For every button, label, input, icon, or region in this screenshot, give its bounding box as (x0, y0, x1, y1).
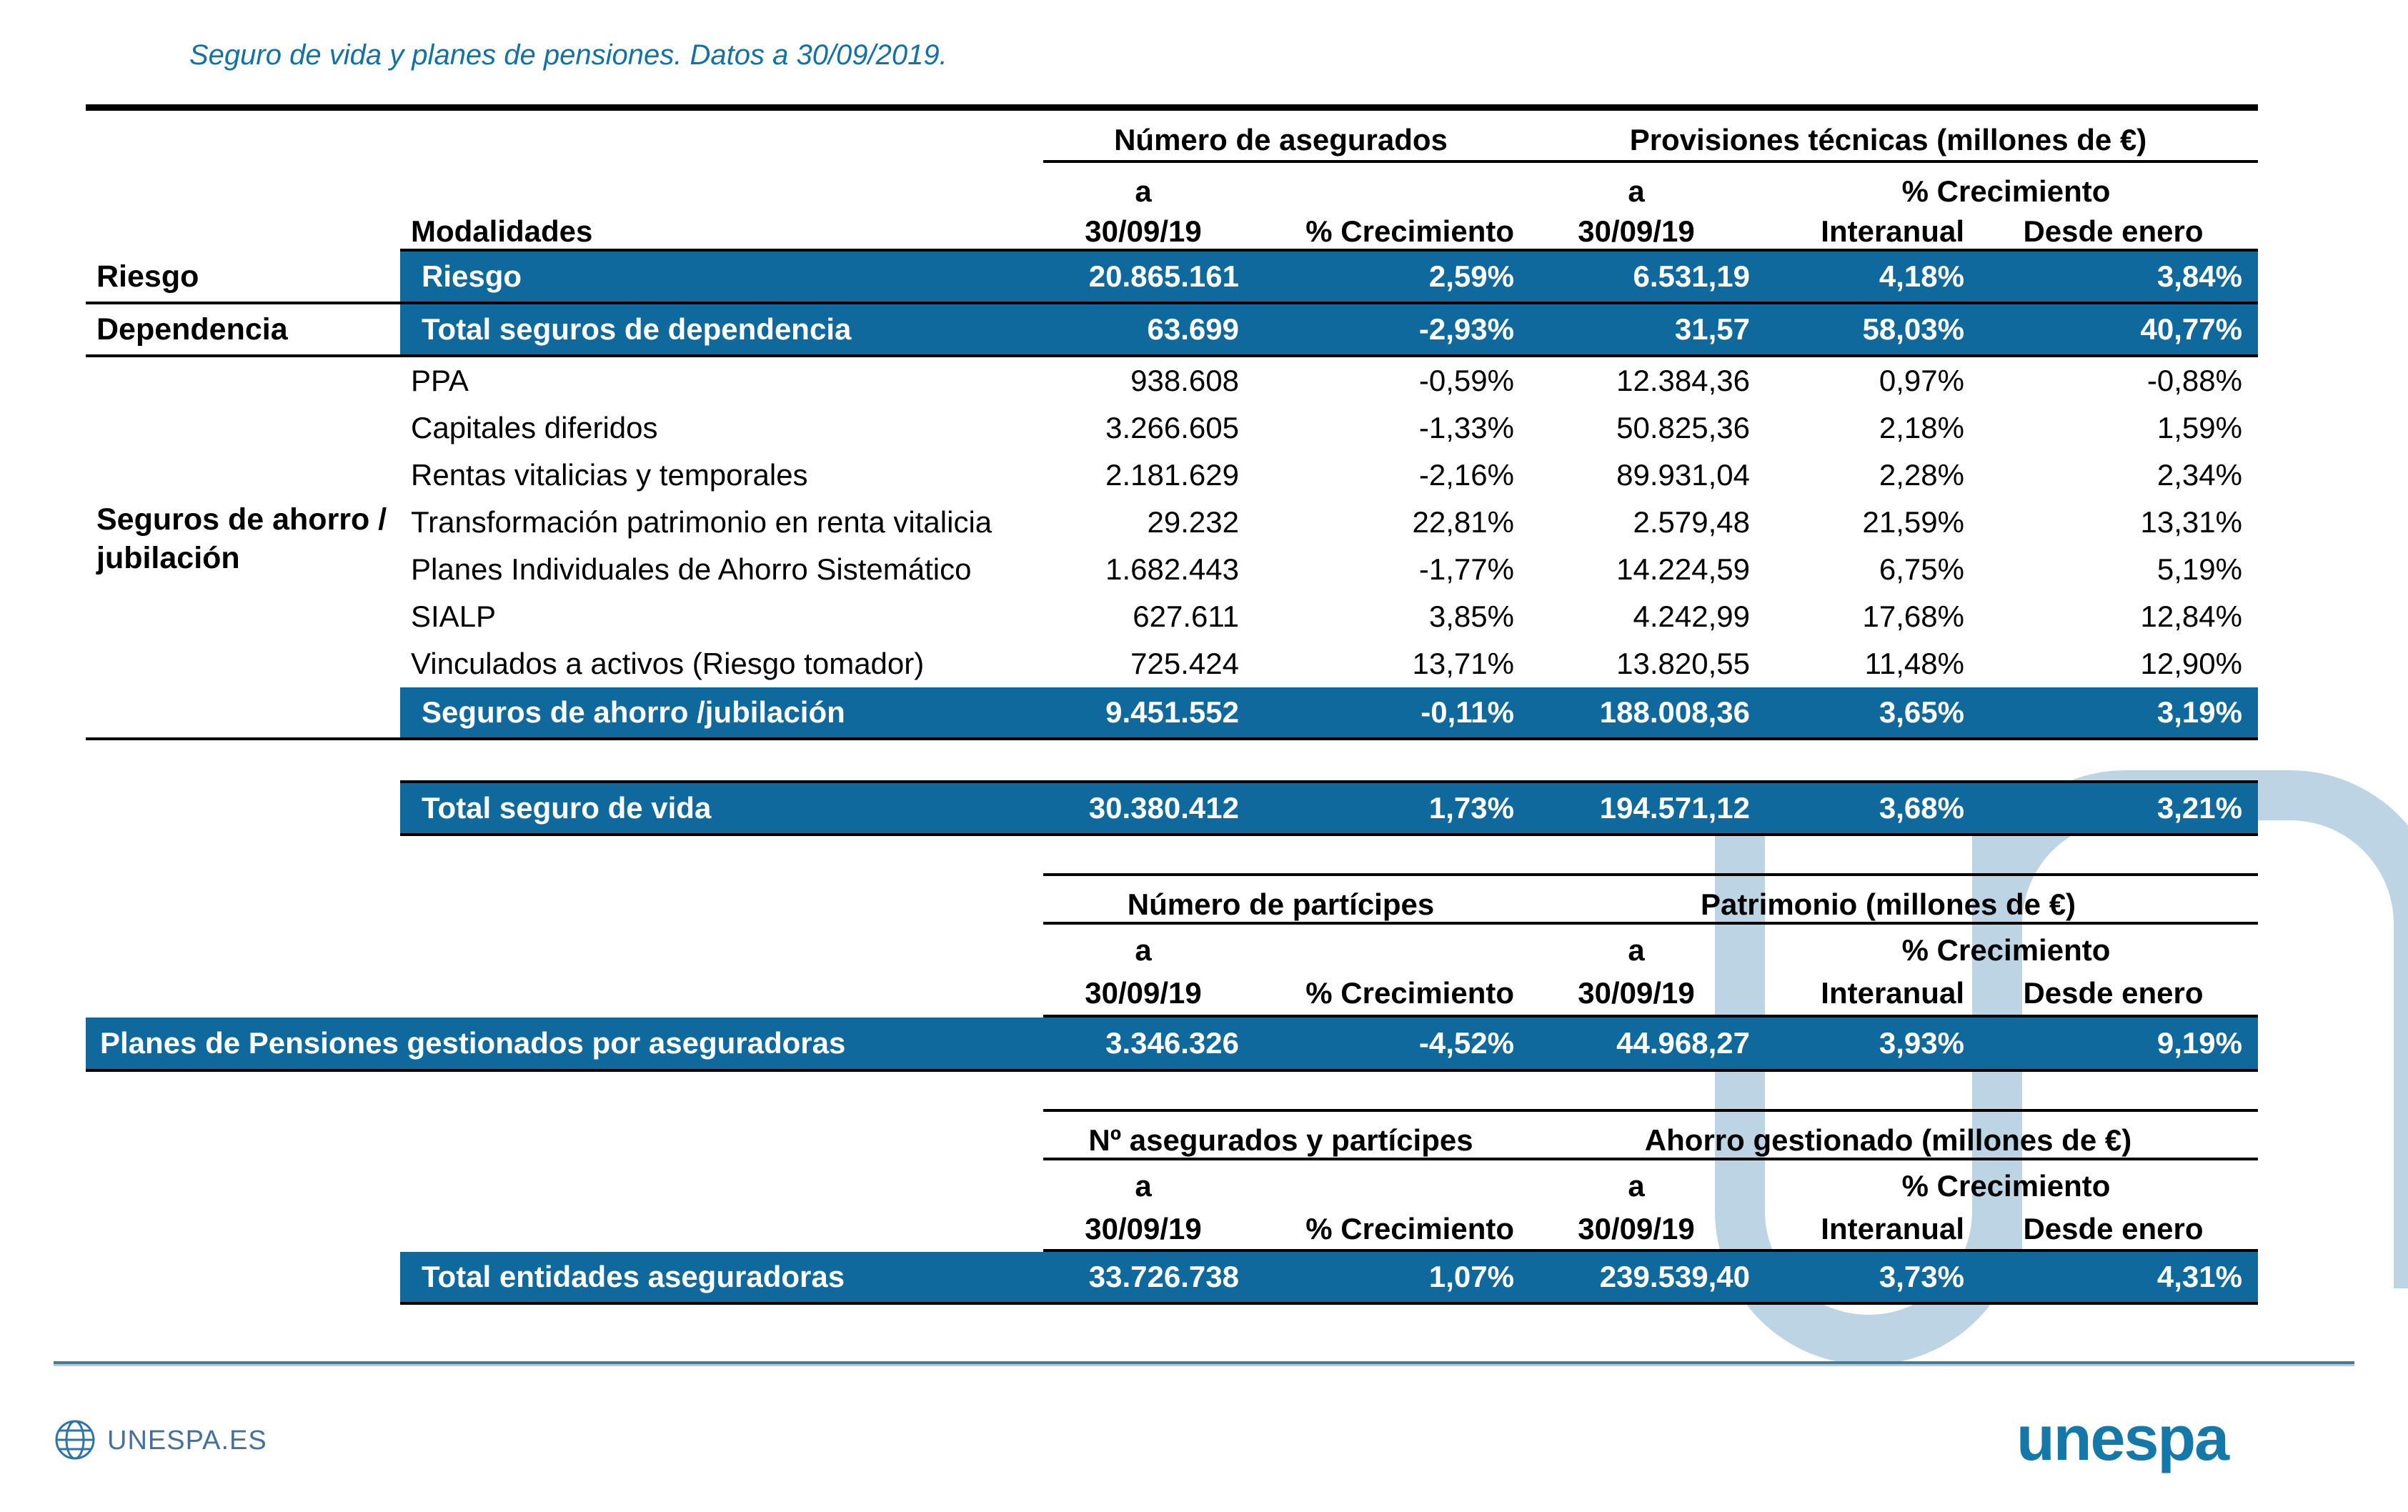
divider-line (86, 302, 2258, 304)
row-label: Riesgo (422, 259, 522, 293)
divider-line (1043, 922, 2258, 925)
row-label: SIALP (411, 600, 497, 633)
cell: 3.346.326 (1105, 1026, 1239, 1060)
cell: 725.424 (1130, 647, 1239, 680)
divider-line (86, 1069, 2258, 1072)
cell: 3,84% (2156, 259, 2242, 293)
column-header: 30/09/19 (1578, 214, 1695, 248)
cell: 3.266.605 (1105, 411, 1239, 444)
cell: 3,21% (2156, 791, 2242, 825)
as-of-prefix: a (1135, 174, 1152, 208)
divider-line (1043, 1158, 2258, 1160)
cell: -2,93% (1418, 312, 1514, 346)
divider-line (400, 833, 2258, 836)
group-header-provisiones: Provisiones técnicas (millones de €) (1629, 123, 2147, 156)
cell: 1.682.443 (1105, 552, 1239, 586)
group-header-ahorro-gestionado: Ahorro gestionado (millones de €) (1644, 1123, 2132, 1157)
column-header: Desde enero (2023, 976, 2204, 1010)
cell: 21,59% (1862, 505, 1964, 539)
cell: 3,73% (1879, 1260, 1964, 1293)
table-row (400, 687, 2258, 737)
cell: 30.380.412 (1088, 791, 1239, 825)
table-row (400, 546, 2258, 593)
cell: -0,59% (1418, 364, 1514, 397)
row-label: Seguros de ahorro /jubilación (422, 695, 845, 729)
cell: 1,73% (1428, 791, 1514, 825)
cell: 14.224,59 (1616, 552, 1750, 586)
cell: 3,19% (2156, 695, 2242, 729)
column-header: Desde enero (2023, 214, 2204, 248)
cell: 13,31% (2140, 505, 2242, 539)
cell: 3,65% (1879, 695, 1964, 729)
row-label: Total entidades aseguradoras (422, 1260, 845, 1293)
divider-line (1043, 1015, 2258, 1018)
column-header-modalidades: Modalidades (411, 214, 593, 248)
column-header: 30/09/19 (1085, 1212, 1202, 1245)
cell: 44.968,27 (1616, 1026, 1750, 1060)
cell: 33.726.738 (1088, 1260, 1239, 1293)
column-header: 30/09/19 (1085, 214, 1202, 248)
column-header: 30/09/19 (1578, 976, 1695, 1010)
cell: 2,28% (1879, 458, 1964, 492)
cell: 3,85% (1428, 600, 1514, 633)
column-header: Interanual (1821, 214, 1964, 248)
group-header-patrimonio: Patrimonio (millones de €) (1700, 887, 2076, 921)
cell: 5,19% (2156, 552, 2242, 586)
table-row (400, 357, 2258, 404)
cell: 58,03% (1862, 312, 1964, 346)
unespa-website-link[interactable]: UNESPA.ES (107, 1426, 267, 1456)
table-row (400, 252, 2258, 302)
table-row (400, 404, 2258, 452)
group-header-asegurados: Número de asegurados (1114, 123, 1448, 156)
cell: 6.531,19 (1633, 259, 1750, 293)
category-riesgo: Riesgo (96, 259, 199, 294)
cell: 2.181.629 (1105, 458, 1239, 492)
cell: 89.931,04 (1616, 458, 1750, 492)
divider-line (1043, 1109, 2258, 1112)
divider-line (86, 104, 2258, 111)
divider-line (86, 354, 2258, 357)
cell: 22,81% (1412, 505, 1514, 539)
column-header: Interanual (1821, 976, 1964, 1010)
column-header: % Crecimiento (1305, 1212, 1514, 1245)
cell: 2.579,48 (1633, 505, 1750, 539)
table-row (400, 640, 2258, 687)
as-of-prefix: a (1628, 1169, 1645, 1203)
cell: -0,11% (1421, 695, 1514, 729)
cell: -4,52% (1418, 1026, 1514, 1060)
cell: 239.539,40 (1599, 1260, 1750, 1293)
cell: 3,68% (1879, 791, 1964, 825)
cell: 0,97% (1879, 364, 1964, 397)
cell: -1,33% (1418, 411, 1514, 444)
cell: 12,84% (2140, 600, 2242, 633)
divider-line (400, 780, 2258, 783)
cell: 12.384,36 (1616, 364, 1750, 397)
row-label: Rentas vitalicias y temporales (411, 458, 808, 492)
row-label: Planes de Pensiones gestionados por aseguradoras (100, 1026, 846, 1060)
as-of-prefix: a (1628, 174, 1645, 208)
cell: 194.571,12 (1599, 791, 1750, 825)
column-header: 30/09/19 (1085, 976, 1202, 1010)
cell: -2,16% (1418, 458, 1514, 492)
category-dependencia: Dependencia (96, 312, 288, 347)
cell: 63.699 (1147, 312, 1239, 346)
cell: -1,77% (1418, 552, 1514, 586)
column-header: 30/09/19 (1578, 1212, 1695, 1245)
cell: 13.820,55 (1616, 647, 1750, 680)
divider-line (1043, 1249, 2258, 1252)
group-header-participes: Número de partícipes (1127, 887, 1435, 921)
cell: 31,57 (1674, 312, 1750, 346)
cell: 9,19% (2156, 1026, 2242, 1060)
cell: 4.242,99 (1633, 600, 1750, 633)
cell: 1,07% (1428, 1260, 1514, 1293)
cell: 1,59% (2156, 411, 2242, 444)
group-header-asegurados-participes: Nº asegurados y partícipes (1088, 1123, 1473, 1157)
unespa-logo: unespa (2016, 1403, 2229, 1473)
cell: 4,31% (2156, 1260, 2242, 1293)
growth-header: % Crecimiento (1901, 933, 2111, 967)
cell: 9.451.552 (1105, 695, 1239, 729)
globe-icon (54, 1419, 96, 1464)
page-title: Seguro de vida y planes de pensiones. Datos a 30/09/2019. (189, 39, 947, 71)
column-header: % Crecimiento (1305, 214, 1514, 248)
cell: 2,18% (1879, 411, 1964, 444)
divider-line (86, 737, 2258, 740)
table-row (400, 499, 2258, 546)
footer-divider-highlight (54, 1364, 2354, 1366)
cell: 2,59% (1428, 259, 1514, 293)
divider-line (1043, 873, 2258, 876)
growth-header: % Crecimiento (1901, 1169, 2111, 1203)
as-of-prefix: a (1135, 1169, 1152, 1203)
table-row (400, 452, 2258, 499)
total-vida-row (400, 783, 2258, 833)
cell: 17,68% (1862, 600, 1964, 633)
column-header: Desde enero (2023, 1212, 2204, 1245)
column-header: Interanual (1821, 1212, 1964, 1245)
category-ahorro: Seguros de ahorro / jubilación (96, 502, 387, 575)
pensiones-row (86, 1018, 2258, 1069)
cell: 938.608 (1130, 364, 1239, 397)
entidades-row (400, 1252, 2258, 1302)
row-label: Vinculados a activos (Riesgo tomador) (411, 647, 925, 680)
cell: 3,93% (1879, 1026, 1964, 1060)
cell: 13,71% (1412, 647, 1514, 680)
row-label: Transformación patrimonio en renta vitalicia (411, 505, 992, 539)
row-label: Total seguro de vida (422, 791, 712, 825)
row-label: Capitales diferidos (411, 411, 658, 444)
cell: 6,75% (1879, 552, 1964, 586)
cell: 4,18% (1879, 259, 1964, 293)
divider-line (400, 1302, 2258, 1305)
cell: 188.008,36 (1599, 695, 1750, 729)
cell: 20.865.161 (1088, 259, 1239, 293)
column-header: % Crecimiento (1305, 976, 1514, 1010)
as-of-prefix: a (1135, 933, 1152, 967)
cell: 627.611 (1133, 600, 1239, 633)
divider-line (1043, 160, 2258, 163)
cell: 11,48% (1864, 647, 1964, 680)
table-row (400, 593, 2258, 640)
row-label: PPA (411, 364, 469, 397)
cell: 2,34% (2156, 458, 2242, 492)
row-label: Planes Individuales de Ahorro Sistemático (411, 552, 972, 586)
growth-header: % Crecimiento (1901, 174, 2111, 208)
cell: 12,90% (2140, 647, 2242, 680)
cell: -0,88% (2146, 364, 2242, 397)
cell: 40,77% (2140, 312, 2242, 346)
cell: 50.825,36 (1616, 411, 1750, 444)
as-of-prefix: a (1628, 933, 1645, 967)
cell: 29.232 (1147, 505, 1239, 539)
row-label: Total seguros de dependencia (422, 312, 852, 346)
table-row (400, 304, 2258, 354)
